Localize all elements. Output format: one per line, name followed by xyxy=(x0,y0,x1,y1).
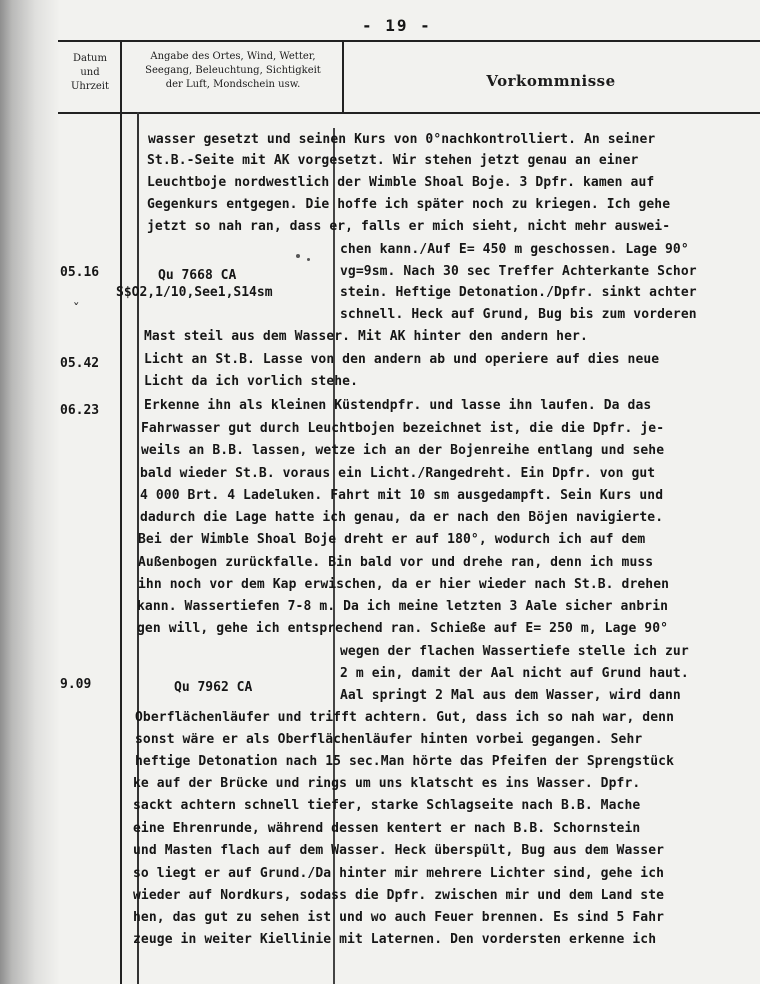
position-note: Qu 7962 CA xyxy=(174,680,253,695)
page-number: - 19 - xyxy=(362,16,432,35)
table-top-rule xyxy=(58,40,760,42)
entry-time: 06.23 xyxy=(60,403,100,418)
log-line: vg=9sm. Nach 30 sec Treffer Achterkante Schor xyxy=(340,264,697,279)
log-line: hen, das gut zu sehen ist und wo auch Feuer brennen. Es sind 5 Fahr xyxy=(133,910,665,925)
log-line: stein. Heftige Detonation./Dpfr. sinkt achter xyxy=(340,285,697,300)
log-line: Bei der Wimble Shoal Boje dreht er auf 180°, wodurch ich auf dem xyxy=(138,532,646,547)
binding-shadow xyxy=(0,0,60,984)
log-line: Gegenkurs entgegen. Die hoffe ich später noch zu kriegen. Ich gehe xyxy=(147,197,671,212)
entry-time: 05.42 xyxy=(60,356,100,371)
ink-speck xyxy=(307,258,310,261)
log-line: sackt achtern schnell tiefer, starke Schlagseite nach B.B. Mache xyxy=(133,798,641,813)
log-line: zeuge in weiter Kiellinie mit Laternen. Den vordersten erkenne ich xyxy=(133,932,657,947)
table-header-rule xyxy=(58,112,760,114)
log-line: so liegt er auf Grund./Da hinter mir mehrere Lichter sind, gehe ich xyxy=(133,866,665,881)
entry-time: 05.16 xyxy=(60,265,100,280)
log-line: ihn noch vor dem Kap erwischen, da er hier wieder nach St.B. drehen xyxy=(138,577,670,592)
log-line: Mast steil aus dem Wasser. Mit AK hinter den andern her. xyxy=(144,329,588,344)
log-line: chen kann./Auf E= 450 m geschossen. Lage 90° xyxy=(340,242,689,257)
ink-speck xyxy=(296,254,300,258)
column-divider-datum xyxy=(120,40,122,984)
entry-time: 9.09 xyxy=(60,677,92,692)
log-line: eine Ehrenrunde, während dessen kentert er nach B.B. Schornstein xyxy=(133,821,641,836)
log-line: Fahrwasser gut durch Leuchtbojen bezeichnet ist, die die Dpfr. je- xyxy=(141,421,665,436)
log-line: 4 000 Brt. 4 Ladeluken. Fahrt mit 10 sm ausgedampft. Sein Kurs und xyxy=(140,488,664,503)
header-angabe: Angabe des Ortes, Wind, Wetter, Seegang, Beleuchtung, Sichtigkeit der Luft, Mondschein usw. xyxy=(145,51,321,90)
position-note: Qu 7668 CA xyxy=(158,268,237,283)
log-line: jetzt so nah ran, dass er, falls er mich sieht, nicht mehr auswei- xyxy=(147,219,671,234)
log-line: dadurch die Lage hatte ich genau, da er nach den Böjen navigierte. xyxy=(140,510,664,525)
log-line: heftige Detonation nach 15 sec.Man hörte das Pfeifen der Sprengstück xyxy=(135,754,675,769)
log-line: wegen der flachen Wassertiefe stelle ich zur xyxy=(340,644,689,659)
header-datum: Datum und Uhrzeit xyxy=(70,53,110,92)
header-vorkommnisse: Vorkommnisse xyxy=(486,72,616,90)
log-line: sonst wäre er als Oberflächenläufer hinten vorbei gegangen. Sehr xyxy=(135,732,643,747)
log-line: Leuchtboje nordwestlich der Wimble Shoal Boje. 3 Dpfr. kamen auf xyxy=(147,175,655,190)
log-line: ke auf der Brücke und rings um uns klatscht es ins Wasser. Dpfr. xyxy=(133,776,641,791)
log-line: Licht an St.B. Lasse von den andern ab und operiere auf dies neue xyxy=(144,352,660,367)
margin-check-mark: ˇ xyxy=(72,302,81,318)
log-line: Oberflächenläufer und trifft achtern. Gut, dass ich so nah war, denn xyxy=(135,710,675,725)
log-line: 2 m ein, damit der Aal nicht auf Grund haut. xyxy=(340,666,689,681)
log-line: Erkenne ihn als kleinen Küstendpfr. und lasse ihn laufen. Da das xyxy=(144,398,652,413)
log-line: Außenbogen zurückfalle. Bin bald vor und drehe ran, denn ich muss xyxy=(138,555,654,570)
log-line: wieder auf Nordkurs, sodass die Dpfr. zwischen mir und dem Land ste xyxy=(133,888,665,903)
log-line: St.B.-Seite mit AK vorgesetzt. Wir stehen jetzt genau an einer xyxy=(147,153,639,168)
log-line: weils an B.B. lassen, wetze ich an der Bojenreihe entlang und sehe xyxy=(141,443,665,458)
log-line: Licht da ich vorlich stehe. xyxy=(144,374,359,389)
log-line: schnell. Heck auf Grund, Bug bis zum vorderen xyxy=(340,307,697,322)
log-line: wasser gesetzt und seinen Kurs von 0°nachkontrolliert. An seiner xyxy=(148,132,656,147)
position-note: S$O2,1/10,See1,S14sm xyxy=(116,285,273,300)
log-line: gen will, gehe ich entsprechend ran. Schieße auf E= 250 m, Lage 90° xyxy=(137,621,669,636)
log-line: Aal springt 2 Mal aus dem Wasser, wird dann xyxy=(340,688,681,703)
log-line: bald wieder St.B. voraus ein Licht./Rangedreht. Ein Dpfr. von gut xyxy=(140,466,656,481)
log-line: und Masten flach auf dem Wasser. Heck überspült, Bug aus dem Wasser xyxy=(133,843,665,858)
log-line: kann. Wassertiefen 7-8 m. Da ich meine letzten 3 Aale sicher anbrin xyxy=(137,599,669,614)
